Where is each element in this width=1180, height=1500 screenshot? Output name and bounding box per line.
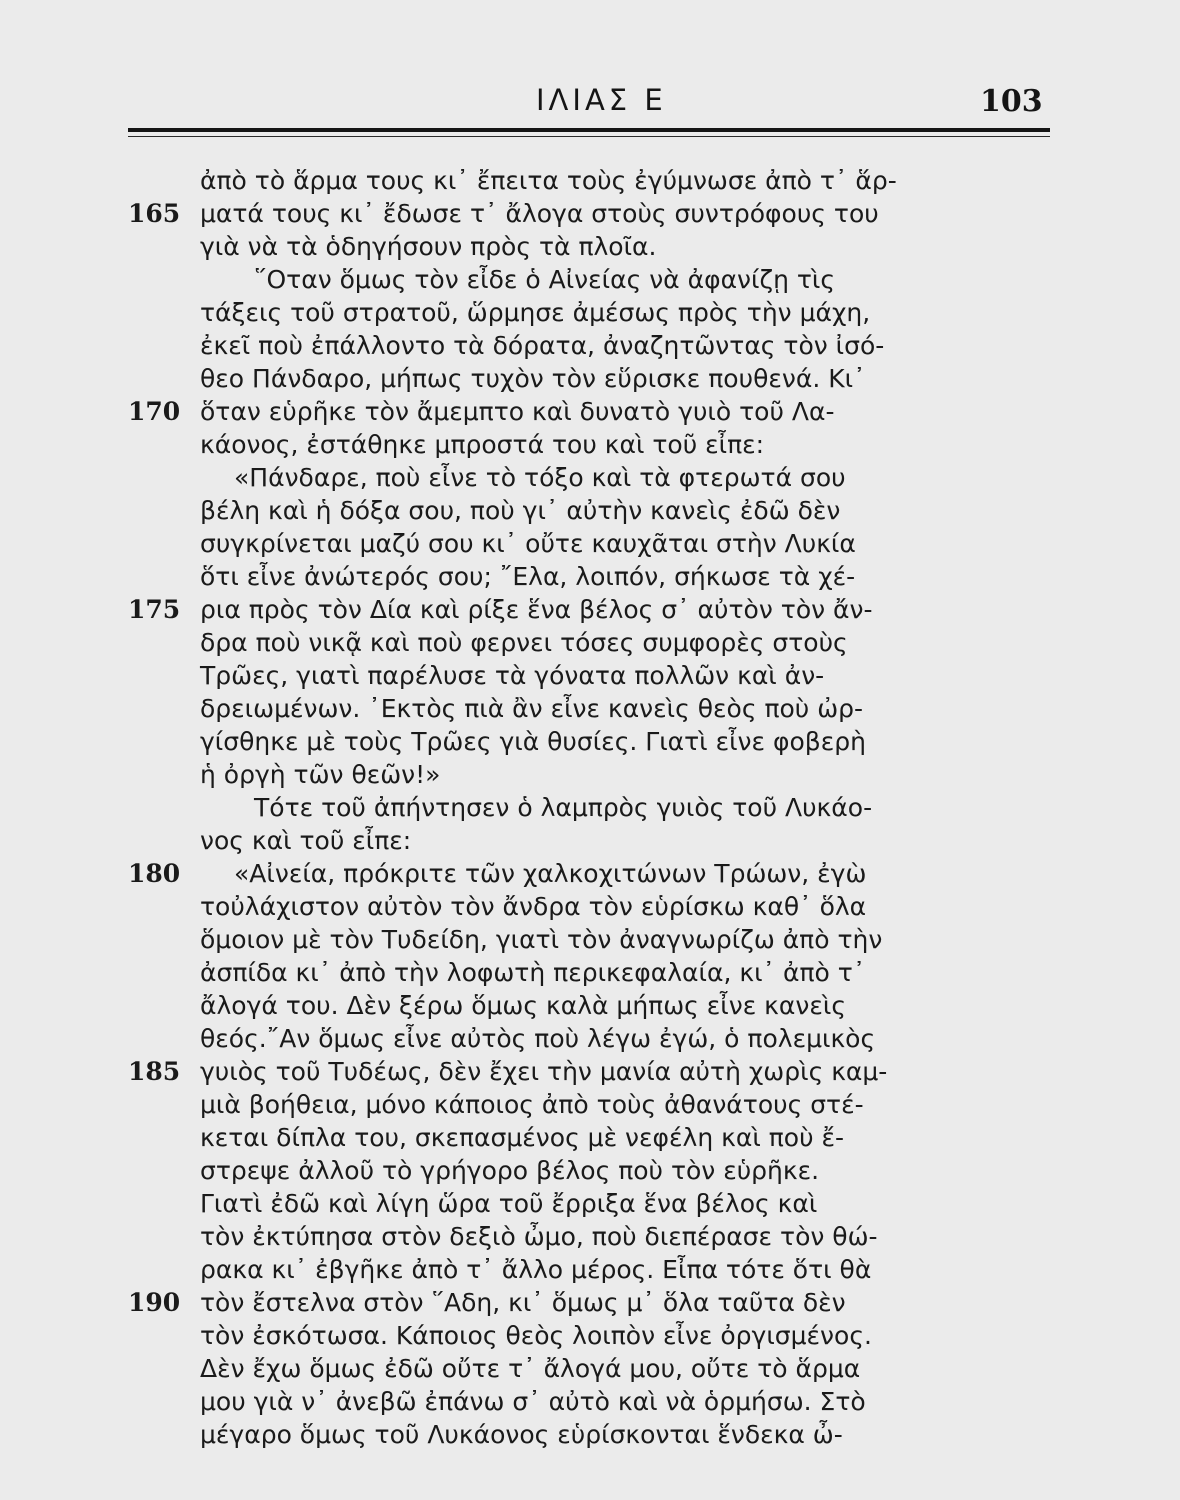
line-text: «Αἰνεία, πρόκριτε τῶν χαλκοχιτώνων Τρώων, ἐγὼ [234,859,867,888]
line-text: «Πάνδαρε, ποὺ εἶνε τὸ τόξο καὶ τὰ φτερωτά σου [234,463,846,492]
line-text: μιὰ βοήθεια, μόνο κάποιος ἀπὸ τοὺς ἀθανάτους στέ- [200,1090,864,1119]
line-text: ματά τους κι᾿ ἔδωσε τ᾿ ἄλογα στοὺς συντρόφους του [200,199,879,228]
line-number: 190 [128,1288,181,1317]
line-text: Τρῶες, γιατὶ παρέλυσε τὰ γόνατα πολλῶν καὶ ἀν- [200,661,825,690]
line-text: Τότε τοῦ ἀπήντησεν ὁ λαμπρὸς γυιὸς τοῦ Λυκάο- [254,793,873,822]
line-text: τὸν ἔστελνα στὸν ῞Αδη, κι᾿ ὅμως μ᾿ ὅλα ταῦτα δὲν [200,1288,846,1317]
line-text: βέλη καὶ ἡ δόξα σου, ποὺ γι᾿ αὐτὴν κανεὶς ἐδῶ δὲν [200,496,841,525]
line-text: μέγαρο ὅμως τοῦ Λυκάονος εὑρίσκονται ἕνδεκα ὦ- [200,1420,843,1449]
line-text: ὅταν εὑρῆκε τὸν ἄμεμπτο καὶ δυνατὸ γυιὸ τοῦ Λα- [200,397,835,426]
line-text: δρειωμένων. ᾿Εκτὸς πιὰ ἂν εἶνε κανεὶς θεὸς ποὺ ὠρ- [200,694,864,723]
running-header-title: ΙΛΙΑΣ Ε [536,83,667,117]
line-text: Δὲν ἔχω ὅμως ἐδῶ οὔτε τ᾿ ἄλογά μου, οὔτε τὸ ἅρμα [200,1354,861,1383]
line-text: ῞Οταν ὅμως τὸν εἶδε ὁ Αἰνείας νὰ ἀφανίζῃ τὶς [254,265,836,294]
line-text: τάξεις τοῦ στρατοῦ, ὥρμησε ἀμέσως πρὸς τὴν μάχη, [200,298,871,327]
line-text: γυιὸς τοῦ Τυδέως, δὲν ἔχει τὴν μανία αὐτὴ χωρὶς καμ- [200,1057,888,1086]
line-text: γίσθηκε μὲ τοὺς Τρῶες γιὰ θυσίες. Γιατὶ εἶνε φοβερὴ [200,727,866,756]
line-text: δρα ποὺ νικᾷ καὶ ποὺ φερνει τόσες συμφορὲς στοὺς [200,628,848,657]
line-text: ἄλογά του. Δὲν ξέρω ὅμως καλὰ μήπως εἶνε κανεὶς [200,991,846,1020]
line-text: ἀπὸ τὸ ἅρμα τους κι᾿ ἔπειτα τοὺς ἐγύμνωσε ἀπὸ τ᾿ ἅρ- [200,166,897,195]
line-text: στρεψε ἀλλοῦ τὸ γρήγορο βέλος ποὺ τὸν εὑρῆκε. [200,1156,820,1185]
line-number: 165 [128,199,181,228]
line-text: γιὰ νὰ τὰ ὁδηγήσουν πρὸς τὰ πλοῖα. [200,232,657,261]
line-text: κάονος, ἐστάθηκε μπροστά του καὶ τοῦ εἶπε: [200,430,765,459]
header-rule-thin [128,136,1050,137]
line-text: τὸν ἐκτύπησα στὸν δεξιὸ ὦμο, ποὺ διεπέρασε τὸν θώ- [200,1222,878,1251]
line-text: τοὐλάχιστον αὐτὸν τὸν ἄνδρα τὸν εὑρίσκω καθ᾿ ὅλα [200,892,867,921]
page-number: 103 [980,84,1043,119]
line-text: ἀσπίδα κι᾿ ἀπὸ τὴν λοφωτὴ περικεφαλαία, κι᾿ ἀπὸ τ᾿ [200,958,866,987]
line-number: 170 [128,397,181,426]
line-text: τὸν ἐσκότωσα. Κάποιος θεὸς λοιπὸν εἶνε ὀργισμένος. [200,1321,872,1350]
header-rule-thick [128,128,1050,132]
line-text: κεται δίπλα του, σκεπασμένος μὲ νεφέλη καὶ ποὺ ἔ- [200,1123,845,1152]
line-number: 175 [128,595,181,624]
line-text: ἐκεῖ ποὺ ἐπάλλοντο τὰ δόρατα, ἀναζητῶντας τὸν ἰσό- [200,331,885,360]
line-text: Γιατὶ ἐδῶ καὶ λίγη ὥρα τοῦ ἔρριξα ἕνα βέλος καὶ [200,1189,818,1218]
line-text: ἡ ὀργὴ τῶν θεῶν!» [200,760,441,789]
line-number: 185 [128,1057,181,1086]
line-text: θεός.῎Αν ὅμως εἶνε αὐτὸς ποὺ λέγω ἐγώ, ὁ πολεμικὸς [200,1024,876,1053]
line-text: μου γιὰ ν᾿ ἀνεβῶ ἐπάνω σ᾿ αὐτὸ καὶ νὰ ὁρμήσω. Στὸ [200,1387,866,1416]
text-line [0,1415,1180,1455]
line-text: θεο Πάνδαρο, μήπως τυχὸν τὸν εὕρισκε πουθενά. Κι᾿ [200,364,866,393]
line-text: ὅτι εἶνε ἀνώτερός σου; ῎Ελα, λοιπόν, σήκωσε τὰ χέ- [200,562,856,591]
line-text: συγκρίνεται μαζύ σου κι᾿ οὔτε καυχᾶται στὴν Λυκία [200,529,856,558]
line-number: 180 [128,859,181,888]
line-text: νος καὶ τοῦ εἶπε: [200,826,412,855]
line-text: ὅμοιον μὲ τὸν Τυδείδη, γιατὶ τὸν ἀναγνωρίζω ἀπὸ τὴν [200,925,883,954]
line-text: ρακα κι᾿ ἐβγῆκε ἀπὸ τ᾿ ἄλλο μέρος. Εἶπα τότε ὅτι θὰ [200,1255,872,1284]
line-text: ρια πρὸς τὸν Δία καὶ ρίξε ἕνα βέλος σ᾿ αὐτὸν τὸν ἄν- [200,595,873,624]
